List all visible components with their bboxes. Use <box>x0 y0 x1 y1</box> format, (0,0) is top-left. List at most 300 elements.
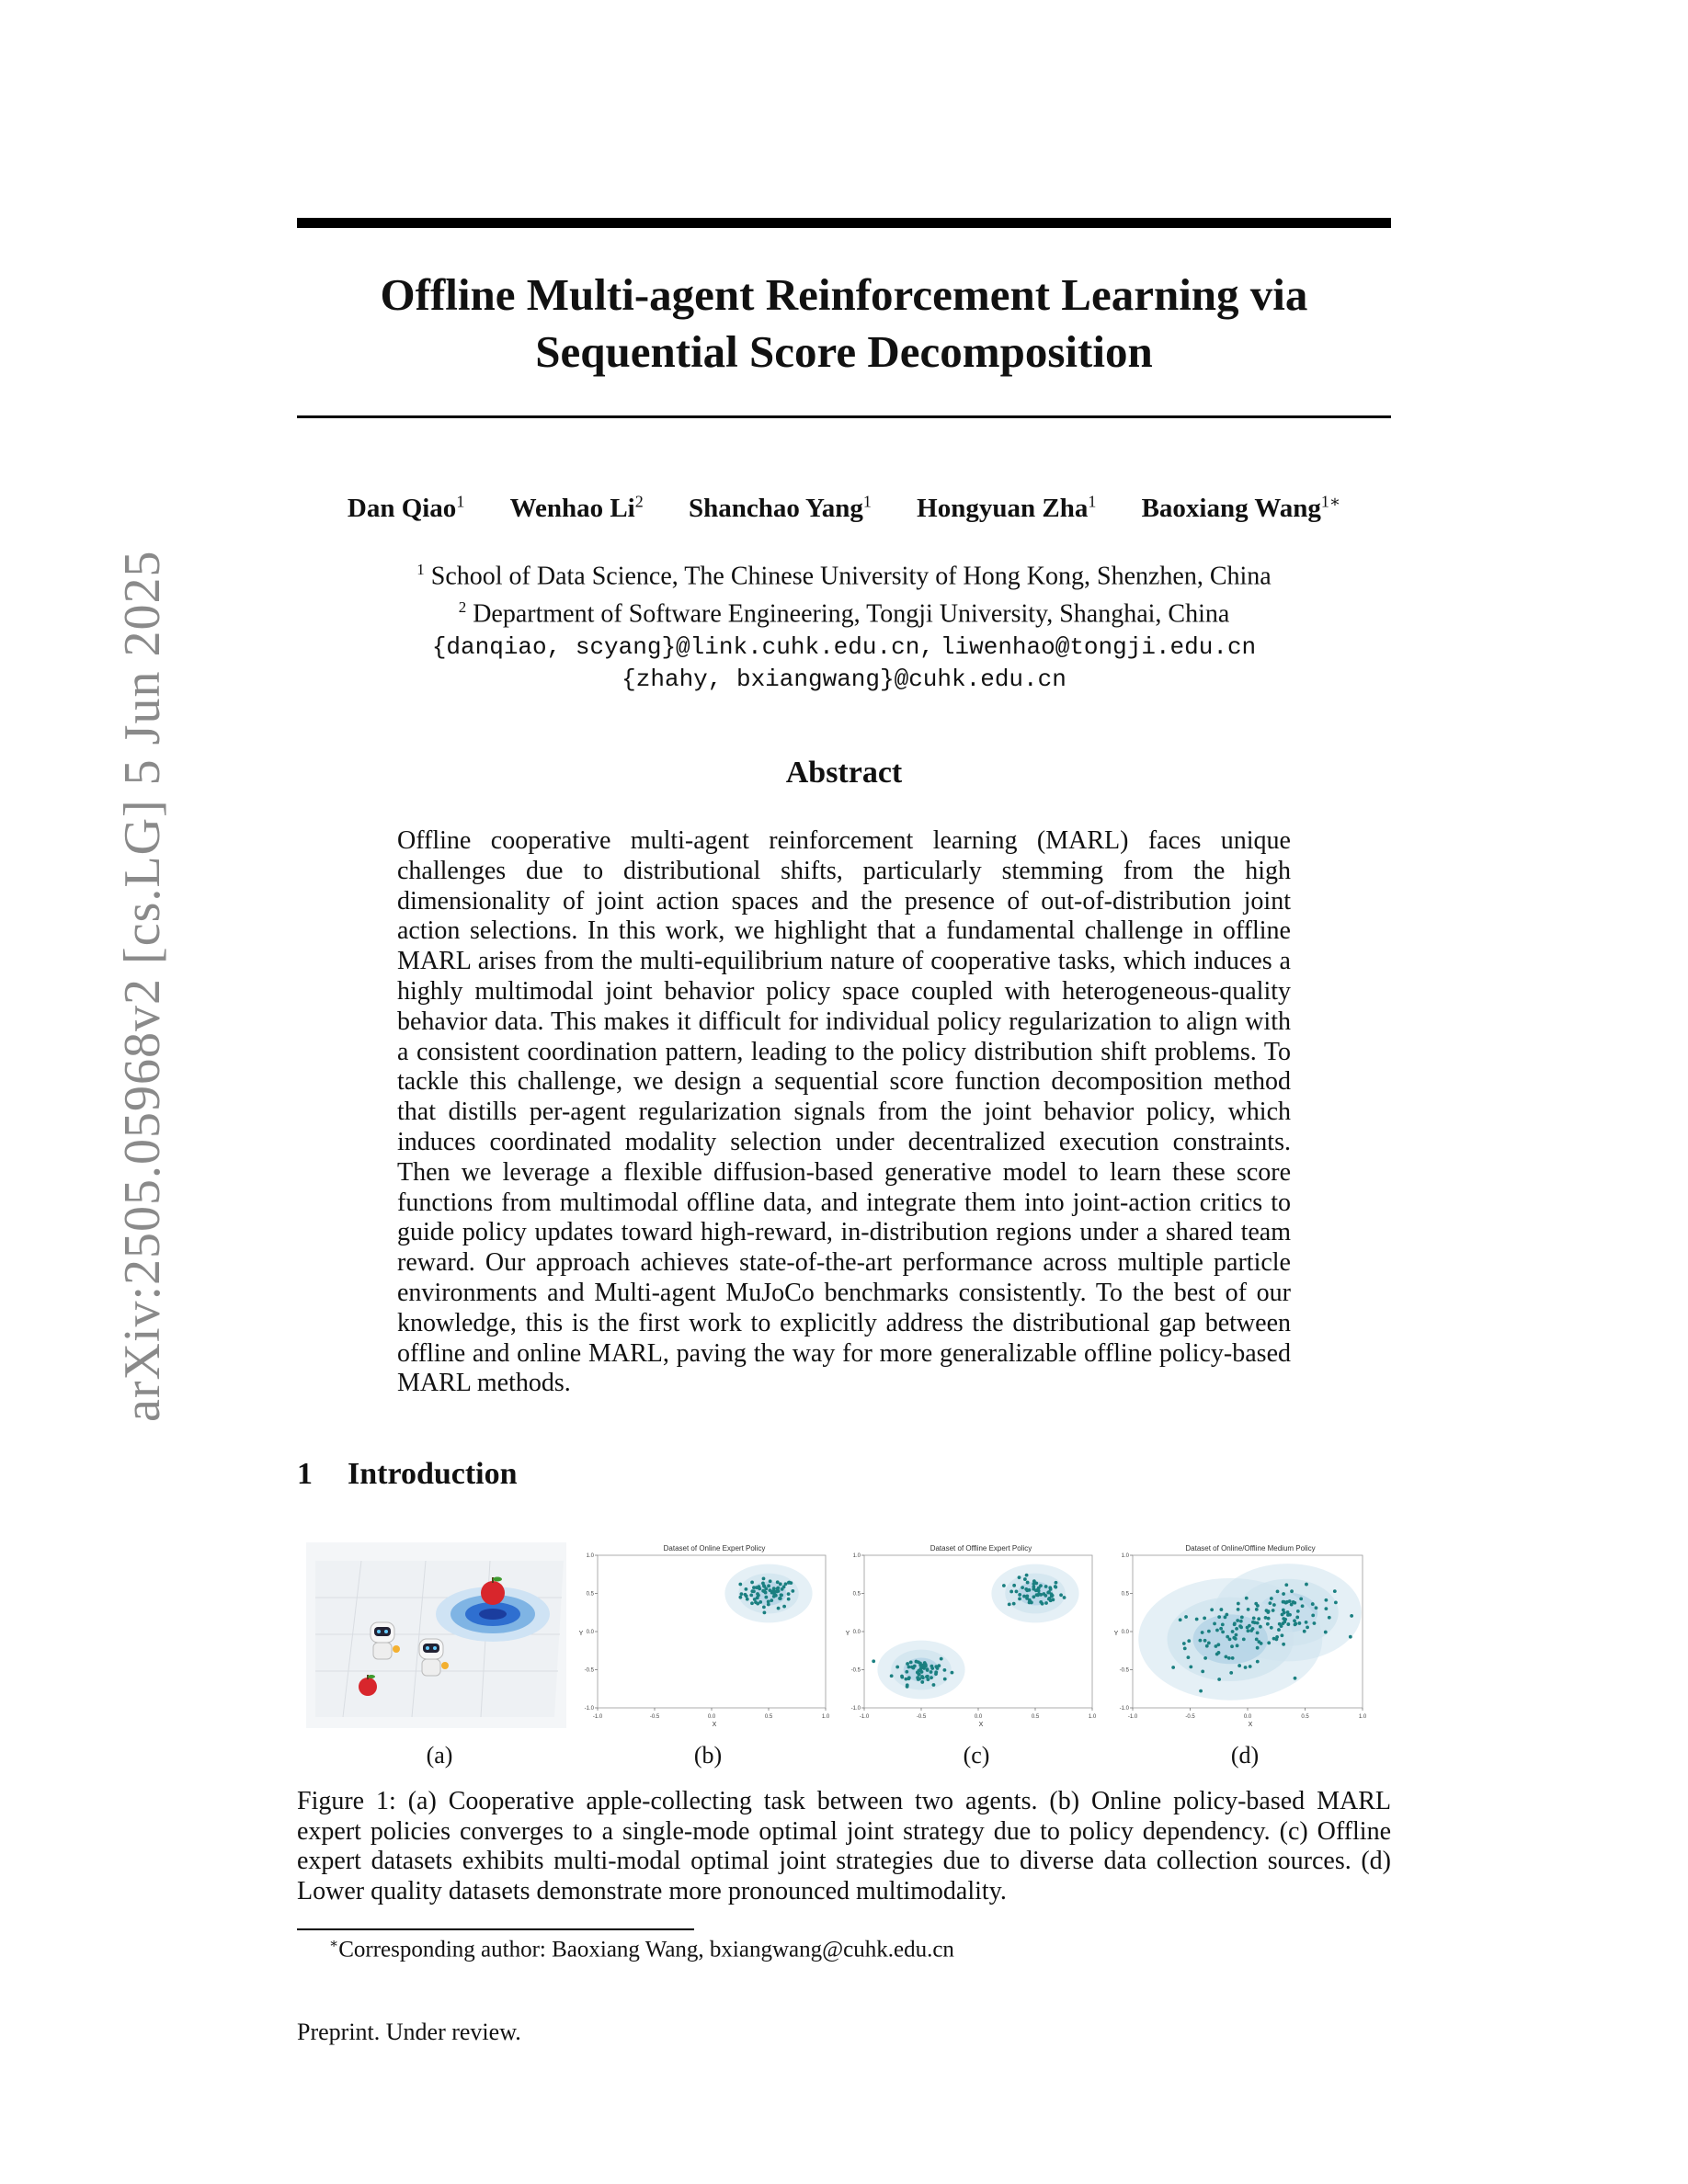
data-point <box>906 1662 909 1666</box>
y-tick-label: -0.5 <box>850 1667 861 1674</box>
data-point <box>1299 1597 1303 1600</box>
arxiv-stamp: arXiv:2505.05968v2 [cs.LG] 5 Jun 2025 <box>114 550 171 1422</box>
data-point <box>1054 1585 1057 1588</box>
data-point <box>1198 1639 1202 1643</box>
data-point <box>1228 1637 1232 1641</box>
data-point <box>761 1589 765 1593</box>
data-point <box>1324 1607 1328 1610</box>
data-point <box>905 1670 908 1674</box>
data-point <box>1063 1596 1066 1599</box>
data-point <box>791 1589 794 1593</box>
data-point <box>906 1685 909 1689</box>
data-point <box>895 1666 899 1669</box>
data-point <box>1256 1646 1260 1650</box>
abstract-heading: Abstract <box>785 756 903 790</box>
data-point <box>749 1593 753 1597</box>
data-point <box>1182 1642 1186 1645</box>
data-point <box>1008 1603 1011 1607</box>
data-point <box>1059 1593 1063 1597</box>
data-point <box>1231 1656 1235 1660</box>
author: Hongyuan Zha$^1$ <box>917 492 1097 523</box>
data-point <box>1247 1629 1250 1632</box>
data-point <box>904 1678 907 1681</box>
data-point <box>1221 1622 1225 1626</box>
data-point <box>782 1605 786 1609</box>
data-point <box>754 1600 758 1604</box>
x-tick-label: -1.0 <box>1127 1714 1138 1720</box>
data-point <box>779 1582 782 1586</box>
data-point <box>1039 1584 1043 1587</box>
title-line-1: Offline Multi-agent Reinforcement Learning via <box>380 269 1308 320</box>
x-axis-label: X <box>712 1722 717 1728</box>
y-tick-label: 1.0 <box>1121 1553 1129 1559</box>
data-point <box>1030 1601 1033 1605</box>
author-list <box>297 492 1391 524</box>
data-point <box>1306 1625 1309 1629</box>
data-point <box>1199 1689 1203 1693</box>
data-point <box>932 1683 936 1687</box>
y-tick-label: -0.5 <box>584 1667 594 1674</box>
data-point <box>1012 1602 1016 1606</box>
data-point <box>1221 1630 1225 1633</box>
y-tick-label: 0.5 <box>586 1591 594 1598</box>
y-tick-label: 0.5 <box>852 1591 861 1598</box>
footnote: ∗Corresponding author: Baoxiang Wang, bxiangwang@cuhk.edu.cn <box>329 1937 954 1962</box>
data-point <box>1201 1631 1204 1634</box>
data-point <box>757 1586 760 1589</box>
data-point <box>1025 1588 1029 1592</box>
data-point <box>1018 1593 1021 1597</box>
data-point <box>1219 1608 1223 1611</box>
data-point <box>1215 1629 1219 1632</box>
sublabel-c: (c) <box>963 1742 990 1769</box>
data-point <box>900 1676 904 1679</box>
figure-panel-d <box>1112 1542 1370 1728</box>
author: Dan Qiao$^1$ <box>347 492 465 523</box>
data-point <box>1207 1641 1211 1644</box>
data-point <box>787 1598 791 1601</box>
data-point <box>1217 1651 1221 1655</box>
data-point <box>926 1668 930 1672</box>
data-point <box>1203 1656 1207 1660</box>
data-point <box>940 1657 943 1661</box>
data-point <box>1231 1630 1235 1633</box>
data-point <box>1171 1666 1175 1669</box>
data-point <box>1227 1656 1231 1660</box>
figure-panel-b <box>577 1542 833 1728</box>
data-point <box>1303 1630 1306 1633</box>
data-point <box>1055 1581 1058 1585</box>
data-point <box>1269 1601 1272 1605</box>
data-point <box>1276 1589 1280 1593</box>
data-point <box>1179 1618 1182 1621</box>
scatter-plot-offline-expert <box>844 1542 1100 1728</box>
x-tick-label: 0.5 <box>1031 1714 1040 1720</box>
data-point <box>1267 1641 1271 1644</box>
y-tick-label: -1.0 <box>584 1706 594 1712</box>
data-point <box>1256 1631 1260 1634</box>
data-point <box>1039 1600 1043 1604</box>
data-point <box>762 1605 766 1609</box>
abstract-body: Offline cooperative multi-agent reinforcement learning (MARL) faces unique challenges due to distributional shifts, particularly stemming from the high dimensionality of joint action spaces and the presence of out-of-distribution joint action selections. In this work, we highlight that a fundamental challenge in offline MARL arises from the multi-equilibrium nature of cooperative tasks, which induces a highly multimodal joint behavior policy space coupled with heterogeneous-quality behavior data. This makes it difficult for individual policy regularization to align with a consistent coordination pattern, leading to the policy distribution shift problems. To tackle this challenge, we design a sequential score function decomposition method that distills per-agent regularization signals from the joint behavior policy, which induces coordinated modality selection under decentralized execution constraints. Then we leverage a flexible diffusion-based generative model to learn these score functions from multimodal offline data, and integrate them into joint-action critics to guide policy updates toward high-reward, in-distribution regions under a shared team reward. Our approach achieves state-of-the-art performance across multiple particle environments and Multi-agent MuJoCo benchmarks consistently. To the best of our knowledge, this is the first work to explicitly address the distributional gap between offline and online MARL, paving the way for more generalizable offline policy-based MARL methods. <box>397 826 1291 1398</box>
data-point <box>764 1587 768 1590</box>
y-tick-label: 1.0 <box>852 1553 861 1559</box>
data-point <box>1232 1636 1236 1640</box>
plot-title: Dataset of Online/Offline Medium Policy <box>1185 1544 1316 1553</box>
data-point <box>1213 1622 1216 1626</box>
data-point <box>1286 1610 1290 1614</box>
data-point <box>762 1611 766 1615</box>
data-point <box>1044 1585 1048 1588</box>
sublabel-b: (b) <box>693 1742 723 1769</box>
data-point <box>750 1601 754 1605</box>
data-point <box>750 1581 754 1585</box>
sublabel-a: (a) <box>426 1742 453 1769</box>
data-point <box>780 1593 783 1597</box>
author: Shanchao Yang$^1$ <box>689 492 872 523</box>
data-point <box>1032 1585 1035 1588</box>
data-point <box>1349 1635 1352 1639</box>
email-line-1: {danqiao, scyang}@link.cuhk.edu.cn, liwenhao@tongji.edu.cn <box>431 632 1257 661</box>
data-point <box>1044 1601 1048 1605</box>
data-point <box>1301 1604 1305 1608</box>
x-axis-label: X <box>978 1722 984 1728</box>
email-line-2: {zhahy, bxiangwang}@cuhk.edu.cn <box>622 665 1066 693</box>
data-point <box>926 1678 930 1681</box>
author: Wenhao Li$^2$ <box>509 492 644 523</box>
data-point <box>777 1589 781 1593</box>
data-point <box>1022 1595 1026 1598</box>
data-point <box>1217 1678 1221 1681</box>
data-point <box>1039 1593 1043 1597</box>
data-point <box>1260 1642 1263 1645</box>
data-point <box>1334 1600 1338 1604</box>
data-point <box>1187 1655 1191 1659</box>
data-point <box>756 1592 759 1596</box>
data-point <box>1282 1643 1285 1646</box>
data-point <box>770 1598 773 1602</box>
data-point <box>918 1673 921 1677</box>
data-point <box>1238 1624 1242 1628</box>
data-point <box>1235 1633 1238 1637</box>
apple-task-illustration <box>306 1542 566 1728</box>
data-point <box>1247 1608 1250 1611</box>
data-point <box>752 1586 756 1589</box>
x-tick-label: -0.5 <box>649 1714 660 1720</box>
data-point <box>774 1594 778 1598</box>
data-point <box>1294 1677 1297 1680</box>
plot-title: Dataset of Offline Expert Policy <box>930 1544 1032 1553</box>
data-point <box>1290 1603 1294 1607</box>
x-tick-label: 1.0 <box>1088 1714 1097 1720</box>
data-point <box>1275 1635 1279 1639</box>
data-point <box>951 1671 954 1675</box>
data-point <box>1203 1639 1207 1643</box>
x-tick-label: 1.0 <box>821 1714 830 1720</box>
data-point <box>770 1589 774 1593</box>
data-point <box>1315 1606 1318 1610</box>
data-point <box>1293 1619 1296 1622</box>
data-point <box>917 1678 920 1681</box>
data-point <box>930 1666 934 1670</box>
data-point <box>910 1666 914 1669</box>
data-point <box>776 1580 780 1584</box>
x-tick-label: -1.0 <box>592 1714 603 1720</box>
data-point <box>1305 1583 1308 1587</box>
data-point <box>1229 1671 1233 1675</box>
x-tick-label: 0.0 <box>974 1714 983 1720</box>
data-point <box>1350 1614 1353 1618</box>
data-point <box>1203 1616 1206 1620</box>
data-point <box>1025 1594 1029 1598</box>
affiliation-2: $^2$ Department of Software Engineering, Tongji University, Shanghai, China <box>458 598 1230 629</box>
data-point <box>934 1670 938 1674</box>
data-point <box>1217 1615 1221 1619</box>
data-point <box>1235 1627 1238 1631</box>
data-point <box>769 1579 772 1583</box>
data-point <box>1266 1610 1270 1614</box>
y-tick-label: 0.0 <box>852 1630 861 1635</box>
footnote-rule <box>297 1928 694 1930</box>
data-point <box>746 1598 749 1601</box>
data-point <box>762 1576 766 1580</box>
data-point <box>930 1676 933 1679</box>
data-point <box>1237 1664 1241 1667</box>
x-axis-label: X <box>1248 1722 1253 1728</box>
data-point <box>1280 1633 1283 1637</box>
x-tick-label: -0.5 <box>1185 1714 1195 1720</box>
data-point <box>1012 1584 1016 1587</box>
data-point <box>1237 1602 1240 1606</box>
data-point <box>926 1675 930 1678</box>
data-point <box>1230 1644 1234 1648</box>
data-point <box>1195 1618 1199 1621</box>
data-point <box>1305 1621 1308 1624</box>
data-point <box>1189 1665 1192 1668</box>
data-point <box>1277 1628 1281 1632</box>
data-point <box>777 1607 781 1610</box>
data-point <box>872 1659 875 1663</box>
data-point <box>1184 1615 1188 1619</box>
data-point <box>1236 1644 1239 1647</box>
data-point <box>923 1661 927 1665</box>
data-point <box>1311 1602 1315 1606</box>
data-point <box>920 1680 924 1684</box>
data-point <box>1313 1621 1317 1625</box>
data-point <box>1047 1598 1051 1601</box>
data-point <box>1264 1616 1268 1620</box>
data-point <box>740 1592 744 1596</box>
author: Baoxiang Wang$^{1∗}$ <box>1141 492 1341 523</box>
data-point <box>1270 1626 1273 1630</box>
data-point <box>1009 1590 1013 1594</box>
data-point <box>1255 1608 1259 1611</box>
data-point <box>1328 1616 1331 1620</box>
section-heading: 1 Introduction <box>297 1457 518 1491</box>
data-point <box>1270 1597 1273 1600</box>
data-point <box>1282 1600 1285 1604</box>
y-axis-label: Y <box>578 1631 584 1637</box>
data-point <box>1051 1598 1055 1601</box>
data-point <box>1255 1638 1259 1642</box>
data-point <box>781 1587 784 1591</box>
data-point <box>920 1675 924 1678</box>
data-point <box>767 1584 770 1587</box>
data-point <box>1233 1621 1237 1625</box>
data-point <box>1286 1622 1290 1626</box>
data-point <box>1249 1629 1253 1632</box>
data-point <box>1256 1621 1260 1625</box>
data-point <box>1257 1617 1260 1621</box>
preprint-note: Preprint. Under review. <box>297 2019 521 2045</box>
data-point <box>1296 1610 1300 1613</box>
data-point <box>1256 1604 1260 1608</box>
data-point <box>787 1592 791 1596</box>
data-point <box>788 1581 792 1585</box>
data-point <box>758 1600 762 1604</box>
data-point <box>750 1589 754 1593</box>
data-point <box>1049 1587 1053 1591</box>
data-point <box>767 1603 770 1607</box>
data-point <box>1248 1624 1251 1628</box>
data-point <box>1240 1615 1244 1619</box>
y-tick-label: 1.0 <box>586 1553 594 1559</box>
data-point <box>1324 1598 1328 1602</box>
data-point <box>942 1668 946 1672</box>
data-point <box>776 1587 780 1590</box>
data-point <box>1018 1575 1021 1579</box>
data-point <box>1225 1655 1228 1659</box>
data-point <box>1002 1584 1006 1587</box>
data-point <box>1239 1620 1243 1623</box>
data-point <box>1051 1594 1055 1598</box>
data-point <box>1207 1630 1211 1633</box>
data-point <box>1021 1586 1024 1589</box>
title-line-2: Sequential Score Decomposition <box>535 326 1153 377</box>
data-point <box>756 1596 759 1599</box>
data-point <box>1042 1592 1045 1596</box>
data-point <box>1288 1599 1292 1603</box>
x-tick-label: -0.5 <box>916 1714 927 1720</box>
scatter-plot-online-expert <box>577 1542 833 1728</box>
x-tick-label: 0.5 <box>764 1714 773 1720</box>
data-point <box>1037 1589 1041 1593</box>
y-tick-label: -1.0 <box>850 1706 861 1712</box>
data-point <box>1015 1590 1019 1594</box>
data-point <box>1252 1617 1256 1621</box>
data-point <box>1282 1609 1285 1612</box>
data-point <box>1272 1609 1275 1612</box>
figure-panel-a <box>306 1542 566 1728</box>
title-top-rule <box>297 218 1391 228</box>
data-point <box>1183 1646 1187 1650</box>
affiliations <box>297 554 1391 695</box>
data-point <box>1245 1597 1249 1600</box>
data-point <box>1290 1589 1294 1593</box>
y-tick-label: 0.0 <box>586 1630 594 1635</box>
data-point <box>1266 1622 1270 1626</box>
data-point <box>1023 1577 1027 1581</box>
data-point <box>1249 1665 1252 1668</box>
figure-panel-c <box>844 1542 1100 1728</box>
y-axis-label: Y <box>845 1631 850 1637</box>
data-point <box>1280 1624 1283 1628</box>
data-point <box>762 1584 766 1587</box>
data-point <box>772 1587 776 1590</box>
data-point <box>1210 1608 1214 1611</box>
data-point <box>778 1597 781 1600</box>
data-point <box>1237 1608 1240 1611</box>
data-point <box>1242 1637 1246 1641</box>
paper-title <box>297 267 1391 381</box>
y-tick-label: 0.0 <box>1121 1630 1129 1635</box>
y-axis-label: Y <box>1113 1631 1119 1637</box>
x-tick-label: 0.5 <box>1301 1714 1309 1720</box>
y-tick-label: 0.5 <box>1121 1591 1129 1598</box>
data-point <box>1025 1574 1029 1577</box>
data-point <box>1236 1619 1239 1622</box>
data-point <box>890 1674 894 1678</box>
figure-caption: Figure 1: (a) Cooperative apple-collecting task between two agents. (b) Online policy-based MARL expert policies converges to a single-mode optimal joint strategy due to policy dependency. (c) Offline expert datasets exhibits multi-modal optimal joint strategies due to diverse data collection sources. (d) Lower quality datasets demonstrate more pronounced multimodality. <box>297 1787 1391 1905</box>
data-point <box>1282 1592 1285 1596</box>
data-point <box>1244 1666 1248 1669</box>
data-point <box>1216 1643 1220 1646</box>
data-point <box>1219 1627 1223 1631</box>
data-point <box>1026 1581 1030 1585</box>
data-point <box>1205 1644 1209 1648</box>
x-tick-label: -1.0 <box>859 1714 870 1720</box>
data-point <box>1272 1603 1276 1607</box>
data-point <box>909 1660 913 1664</box>
x-tick-label: 1.0 <box>1358 1714 1367 1720</box>
data-point <box>943 1678 947 1681</box>
data-point <box>1324 1631 1328 1634</box>
data-point <box>1298 1621 1302 1625</box>
y-tick-label: -1.0 <box>1119 1706 1129 1712</box>
data-point <box>930 1670 933 1674</box>
x-tick-label: 0.0 <box>707 1714 716 1720</box>
data-point <box>1187 1639 1191 1643</box>
data-point <box>1201 1669 1204 1673</box>
data-point <box>920 1670 924 1674</box>
data-point <box>1294 1622 1297 1626</box>
data-point <box>1256 1660 1260 1664</box>
data-point <box>1032 1595 1035 1598</box>
data-point <box>1311 1613 1315 1617</box>
data-point <box>738 1583 742 1587</box>
data-point <box>936 1666 940 1670</box>
data-point <box>907 1666 911 1669</box>
y-tick-label: -0.5 <box>1119 1667 1129 1674</box>
plot-title: Dataset of Online Expert Policy <box>663 1544 766 1553</box>
data-point <box>1333 1589 1337 1593</box>
data-point <box>1295 1616 1299 1620</box>
data-point <box>1034 1581 1038 1585</box>
scatter-plot-medium <box>1112 1542 1370 1728</box>
sublabel-d: (d) <box>1230 1742 1260 1769</box>
data-point <box>744 1587 747 1591</box>
x-tick-label: 0.0 <box>1243 1714 1252 1720</box>
data-point <box>1225 1613 1228 1617</box>
data-point <box>738 1596 742 1599</box>
title-bottom-rule <box>297 415 1391 418</box>
data-point <box>1259 1625 1262 1629</box>
data-point <box>1018 1597 1021 1600</box>
affiliation-1: $^1$ School of Data Science, The Chinese University of Hong Kong, Shenzhen, China <box>416 561 1272 591</box>
data-point <box>744 1593 747 1597</box>
data-point <box>764 1596 768 1599</box>
data-point <box>1284 1583 1288 1587</box>
